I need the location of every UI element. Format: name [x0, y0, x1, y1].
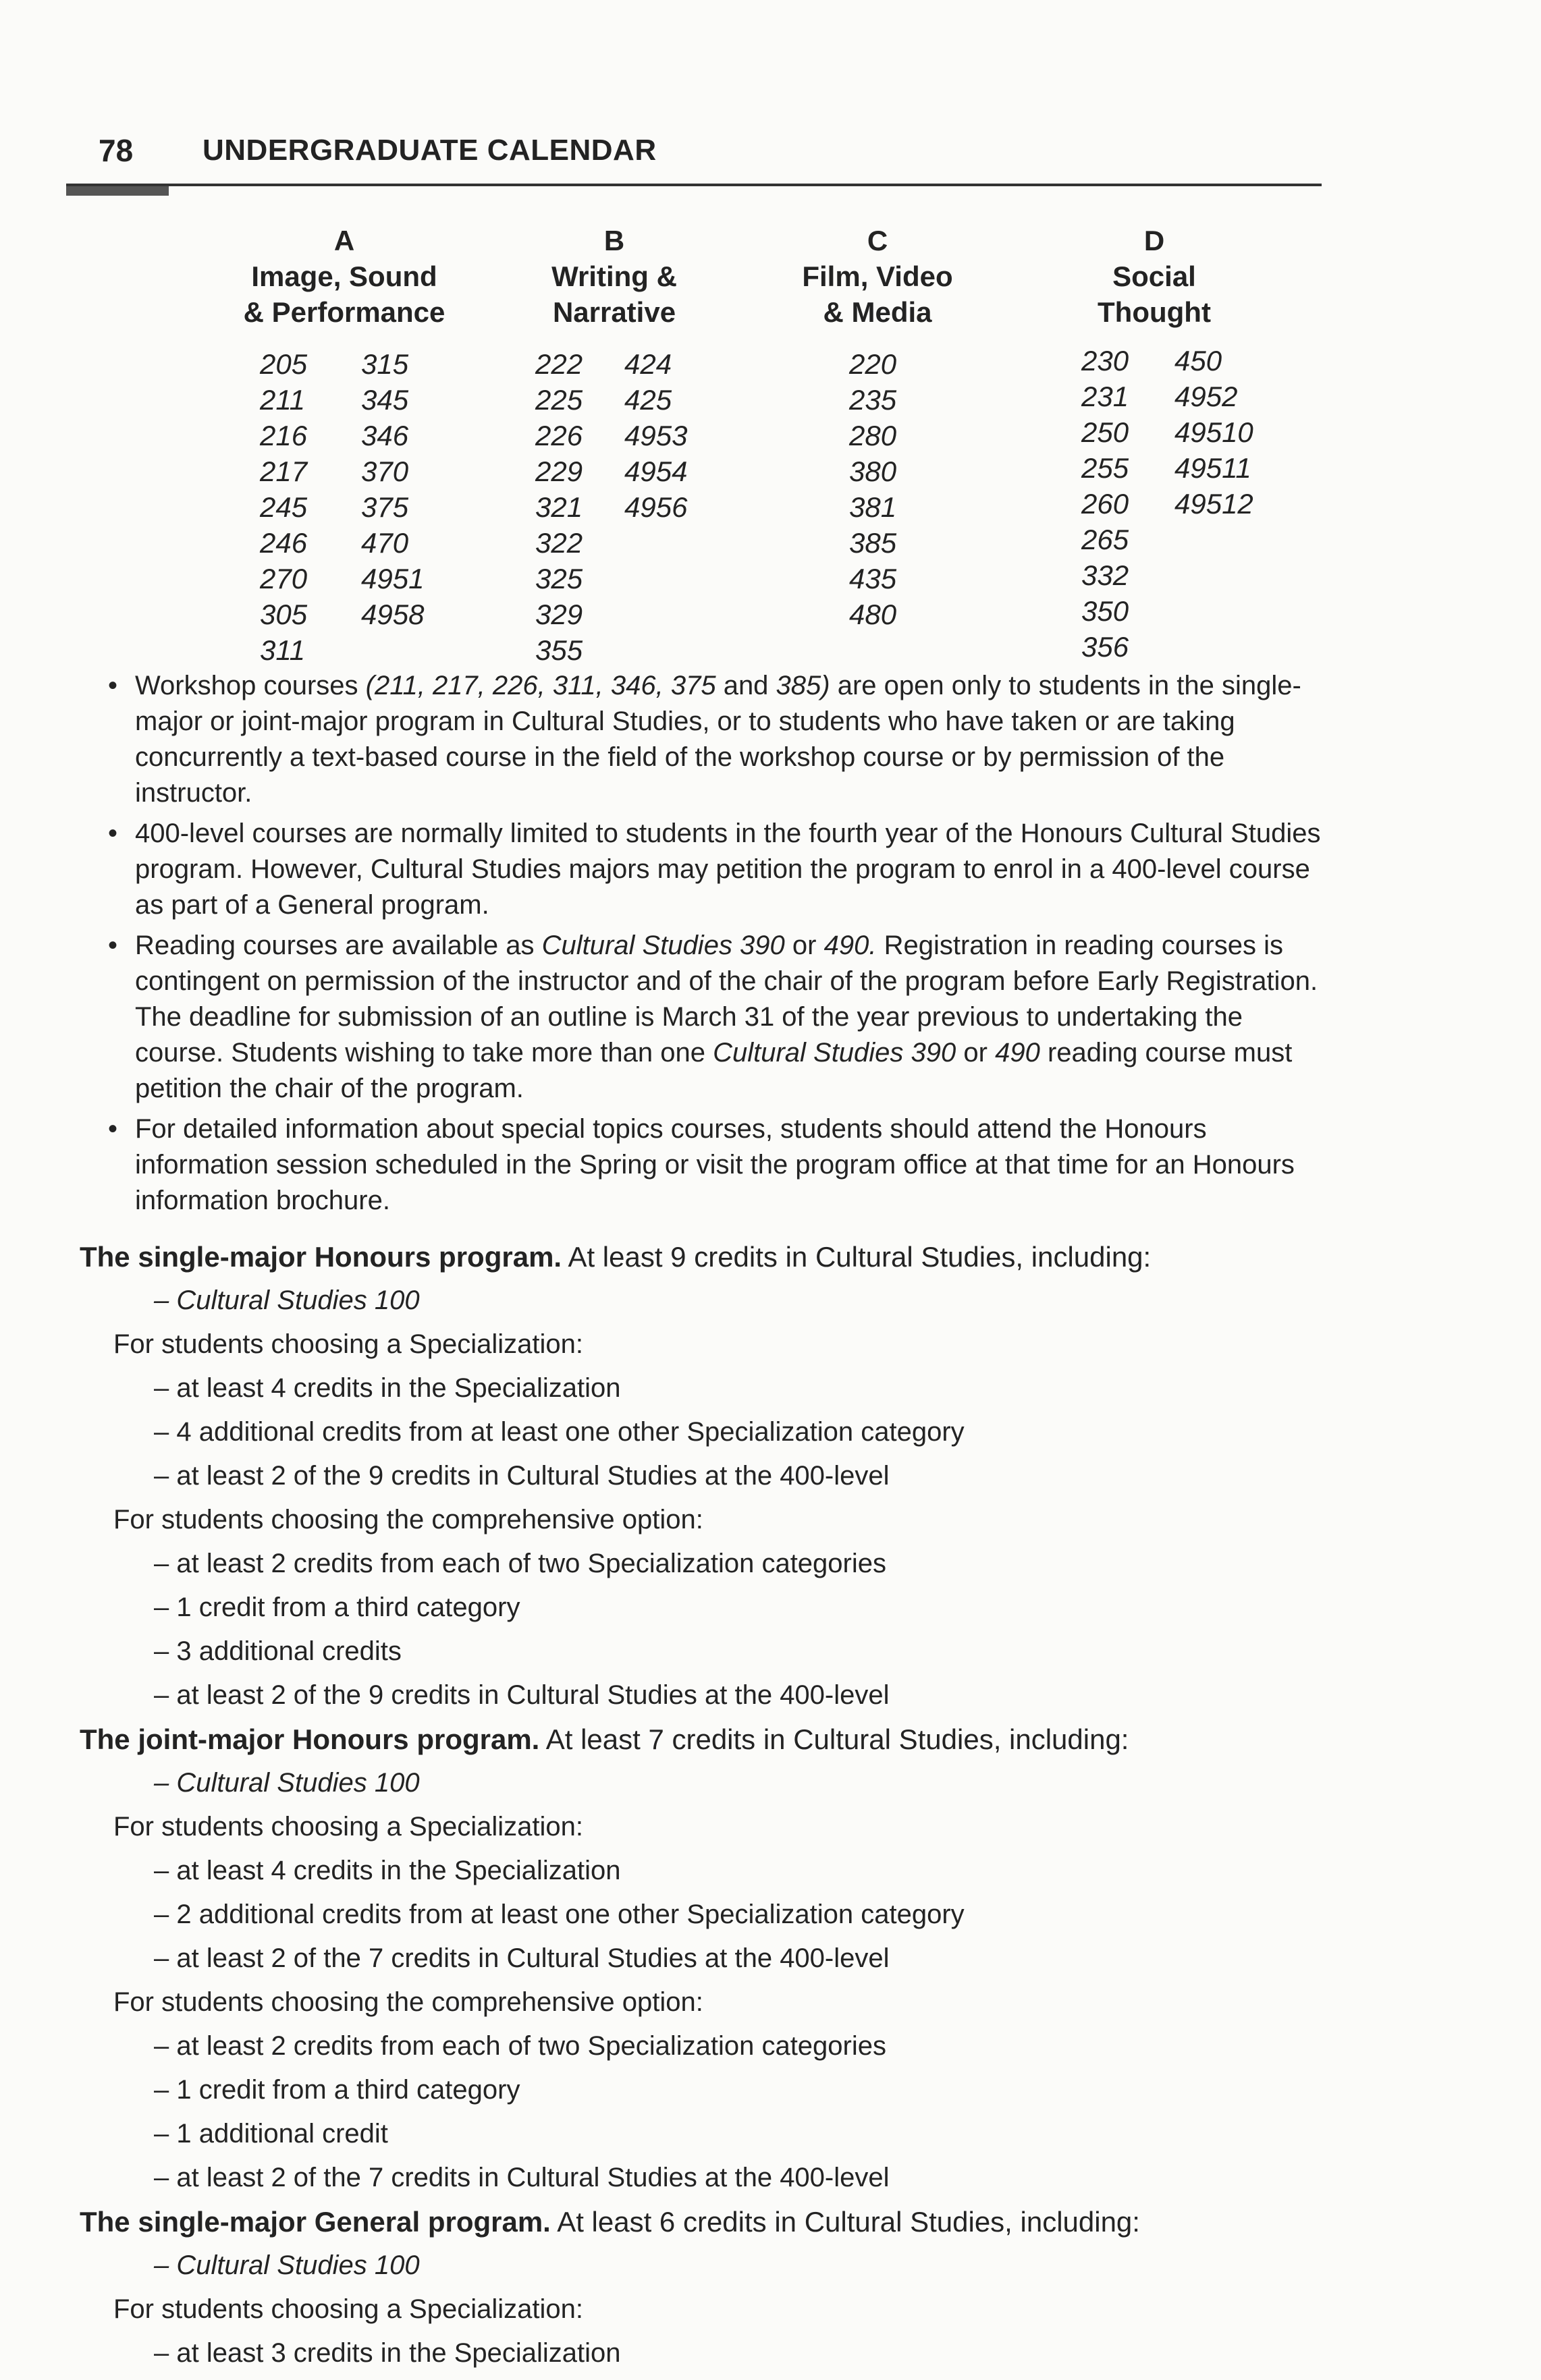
page-header	[0, 0, 1541, 196]
course-number: 250	[1081, 416, 1129, 448]
note-item	[108, 668, 1336, 811]
column-c	[776, 223, 979, 630]
column-a	[229, 223, 459, 666]
requirement-item: – Cultural Studies 100	[154, 2250, 420, 2280]
column-title-line: Writing &	[551, 260, 677, 292]
requirement-item: – Cultural Studies 100	[154, 1285, 420, 1315]
bullet-icon: •	[108, 1114, 118, 1144]
column-title-line: & Performance	[243, 296, 445, 328]
requirement-item: – 1 credit from a third category	[154, 2075, 520, 2105]
course-numbers-right	[624, 346, 687, 525]
header-title: UNDERGRADUATE CALENDAR	[202, 134, 657, 167]
requirement-group: For students choosing a Specialization:	[113, 2294, 583, 2324]
column-title-line: Film, Video	[802, 260, 953, 292]
requirement-item: – 1 credit from a third category	[154, 1593, 520, 1622]
note-text: or	[956, 1038, 996, 1068]
requirement-item: – at least 2 credits from each of two Specialization categories	[154, 2031, 886, 2061]
requirement-group: For students choosing the comprehensive option:	[113, 1987, 703, 2017]
note-item	[108, 816, 1336, 923]
course-number: 49510	[1174, 416, 1253, 448]
course-number: 220	[849, 348, 897, 380]
course-number: 231	[1081, 381, 1129, 412]
requirement-item: – at least 2 credits from each of two Specialization categories	[154, 1549, 886, 1578]
course-number: 350	[1081, 595, 1129, 627]
note-text: Registration in reading courses is contingent on permission of the instructor and of the chair of the program before Early Registration. The deadline for submission of an outline is March 31 of the year previous to undertaking the course. Students wishing to take more than one	[135, 931, 1318, 1068]
note-item	[108, 928, 1336, 1107]
note-text: (211, 217, 226, 311, 346, 375	[365, 671, 716, 700]
note-text: are open only to students in the single-major or joint-major program in Cultural Studies, or to students who have taken or are taking concurrently a text-based course in the field of the workshop course or by permission of the instructor.	[135, 671, 1301, 808]
course-number: 4951	[361, 563, 425, 594]
column-heading	[513, 223, 715, 330]
course-number: 270	[260, 563, 308, 594]
requirement-group: For students choosing a Specialization:	[113, 1329, 583, 1359]
course-number: 255	[1081, 452, 1129, 484]
column-title-line: Social	[1112, 260, 1196, 292]
requirement-item: – at least 4 credits in the Specialization	[154, 1373, 621, 1403]
course-number: 211	[260, 384, 305, 416]
course-number: 4952	[1174, 381, 1238, 412]
program-title: The single-major General program.	[80, 2206, 551, 2238]
column-title-line: Narrative	[552, 296, 676, 328]
course-number: 380	[849, 455, 897, 487]
course-number: 49512	[1174, 488, 1253, 520]
course-number: 381	[849, 491, 897, 523]
note-text: and	[715, 671, 776, 700]
course-number: 470	[361, 527, 409, 559]
bullet-icon: •	[108, 819, 118, 848]
requirement-item: – 4 additional credits from at least one other Specialization category	[154, 1417, 965, 1447]
course-number: 435	[849, 563, 897, 594]
course-number: 4954	[624, 455, 688, 487]
column-title-line: Image, Sound	[251, 260, 437, 292]
course-number: 265	[1081, 524, 1129, 555]
program-title: The single-major Honours program.	[80, 1241, 562, 1273]
course-number: 4956	[624, 491, 688, 523]
course-number: 246	[260, 527, 308, 559]
note-text: 490.	[823, 931, 877, 960]
course-number: 425	[624, 384, 672, 416]
note-text: Cultural Studies 390	[541, 931, 785, 960]
course-number: 260	[1081, 488, 1129, 520]
course-number: 346	[361, 420, 409, 451]
course-numbers-left	[1081, 343, 1129, 665]
requirement-item: – 3 additional credits	[154, 1636, 402, 1666]
header-rule	[66, 184, 1322, 186]
course-number: 480	[849, 599, 897, 630]
course-number: 450	[1174, 345, 1222, 377]
note-text: 490	[995, 1038, 1040, 1068]
note-text: 400-level courses are normally limited to students in the fourth year of the Honours Cultural Studies program. However, Cultural Studies majors may petition the program to enrol in a 400-level course as part of a General program.	[135, 819, 1321, 920]
column-letter: C	[867, 225, 888, 256]
course-number: 280	[849, 420, 897, 451]
course-number: 424	[624, 348, 672, 380]
course-number: 245	[260, 491, 308, 523]
note-text: reading course must petition the chair of the program.	[135, 1038, 1293, 1103]
requirement-item: – at least 3 credits in the Specialization	[154, 2338, 621, 2368]
program-requirements	[80, 1235, 1362, 2375]
course-numbers-left	[260, 346, 307, 668]
program-heading	[80, 1717, 1362, 1761]
course-number: 216	[260, 420, 308, 451]
course-number: 49511	[1174, 452, 1251, 484]
course-number: 322	[535, 527, 583, 559]
note-text: Cultural Studies 390	[713, 1038, 956, 1068]
column-letter: D	[1143, 225, 1165, 256]
column-heading	[776, 223, 979, 330]
course-numbers-left	[535, 346, 583, 668]
note-text: Workshop courses	[135, 671, 366, 700]
course-number: 230	[1081, 345, 1129, 377]
note-text: 385)	[776, 671, 830, 700]
course-number: 229	[535, 455, 583, 487]
course-number: 235	[849, 384, 897, 416]
program-heading	[80, 1235, 1362, 1279]
course-number: 226	[535, 420, 583, 451]
program-intro: At least 7 credits in Cultural Studies, including:	[539, 1723, 1129, 1755]
course-number: 222	[535, 348, 583, 380]
bullet-icon: •	[108, 671, 118, 700]
bullet-icon: •	[108, 931, 118, 960]
note-text: or	[784, 931, 824, 960]
course-numbers-right	[361, 346, 424, 632]
column-letter: A	[333, 225, 355, 256]
column-heading	[229, 223, 459, 330]
column-heading	[1060, 223, 1249, 330]
course-number: 4958	[361, 599, 425, 630]
program-intro: At least 6 credits in Cultural Studies, including:	[550, 2206, 1140, 2238]
requirement-item: – at least 2 of the 9 credits in Cultural Studies at the 400-level	[154, 1461, 890, 1491]
requirement-item: – Cultural Studies 100	[154, 1768, 420, 1798]
course-number: 321	[535, 491, 583, 523]
course-number: 325	[535, 563, 583, 594]
header-rule-tab	[66, 186, 169, 196]
course-number: 385	[849, 527, 897, 559]
course-number: 311	[260, 634, 305, 666]
requirement-item: – 2 additional credits from at least one other Specialization category	[154, 1900, 965, 1929]
requirement-item: – at least 2 of the 7 credits in Cultural Studies at the 400-level	[154, 2163, 890, 2192]
requirement-group: For students choosing the comprehensive option:	[113, 1505, 703, 1534]
course-numbers-left	[849, 346, 896, 632]
column-title-line: & Media	[823, 296, 932, 328]
note-text: Reading courses are available as	[135, 931, 542, 960]
course-number: 205	[260, 348, 308, 380]
specialization-course-table	[0, 223, 1541, 682]
course-number: 315	[361, 348, 409, 380]
column-letter: B	[603, 225, 625, 256]
course-number: 225	[535, 384, 583, 416]
course-number: 375	[361, 491, 409, 523]
column-title-line: Thought	[1098, 296, 1211, 328]
course-number: 305	[260, 599, 308, 630]
page-number: 78	[99, 133, 134, 168]
column-b	[513, 223, 715, 666]
requirement-item: – at least 4 credits in the Specialization	[154, 1856, 621, 1885]
requirement-item: – 1 additional credit	[154, 2119, 388, 2149]
note-item	[108, 1111, 1336, 1219]
course-number: 356	[1081, 631, 1129, 663]
course-number: 329	[535, 599, 583, 630]
course-numbers-right	[1174, 343, 1253, 522]
requirement-item: – at least 2 of the 9 credits in Cultural Studies at the 400-level	[154, 1680, 890, 1710]
program-heading	[80, 2200, 1362, 2244]
note-text: For detailed information about special topics courses, students should attend the Honours information session scheduled in the Spring or visit the program office at that time for an Honours information brochure.	[135, 1114, 1295, 1215]
column-d	[1060, 223, 1253, 663]
course-number: 355	[535, 634, 583, 666]
notes-list	[108, 668, 1336, 1223]
course-number: 345	[361, 384, 409, 416]
program-title: The joint-major Honours program.	[80, 1723, 540, 1755]
course-number: 4953	[624, 420, 688, 451]
course-number: 217	[260, 455, 308, 487]
requirement-group: For students choosing a Specialization:	[113, 1812, 583, 1842]
course-number: 370	[361, 455, 409, 487]
program-intro: At least 9 credits in Cultural Studies, including:	[562, 1241, 1152, 1273]
requirement-item: – at least 2 of the 7 credits in Cultural Studies at the 400-level	[154, 1943, 890, 1973]
course-number: 332	[1081, 559, 1129, 591]
